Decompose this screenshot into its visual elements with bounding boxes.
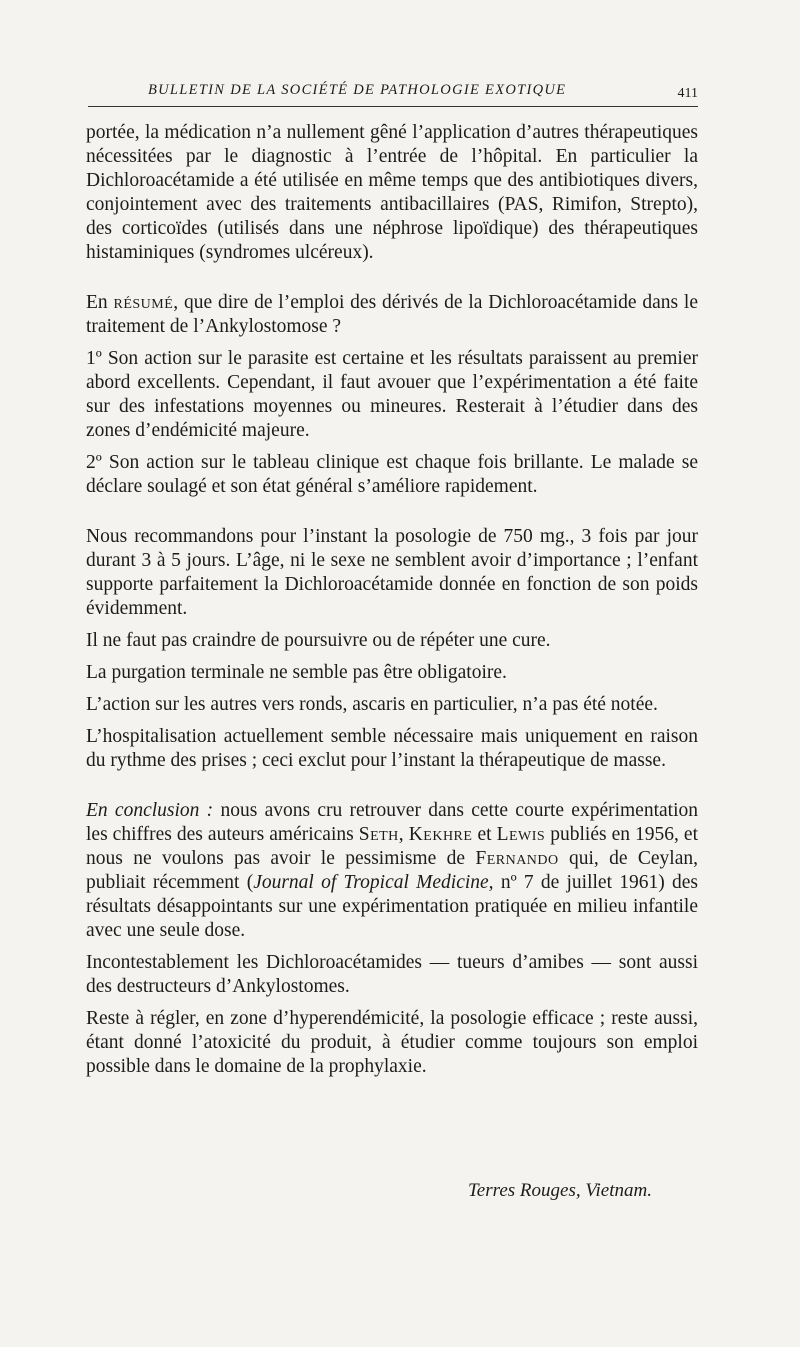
paragraph: L’action sur les autres vers ronds, ascaris en particulier, n’a pas été notée.	[86, 694, 658, 715]
paragraph: 2º Son action sur le tableau clinique est chaque fois brillante. Le malade se déclare soulagé et son état général s’améliore rapidement.	[86, 452, 698, 497]
paragraph: L’hospitalisation actuellement semble nécessaire mais uniquement en raison du rythme des prises ; ceci exclut pour l’instant la thérapeutique de masse.	[86, 726, 698, 771]
header-rule	[88, 106, 698, 107]
running-head: BULLETIN DE LA SOCIÉTÉ DE PATHOLOGIE EXOTIQUE	[148, 82, 567, 98]
paragraph-summary: En résumé, que dire de l’emploi des dérivés de la Dichloroacétamide dans le traitement de l’Ankylostomose ?	[86, 292, 698, 337]
paragraph: Nous recommandons pour l’instant la posologie de 750 mg., 3 fois par jour durant 3 à 5 jours. L’âge, ni le sexe ne semblent avoir d’importance ; l’enfant supporte parfaitement la Dichloroacétamide donnée en fonction de son poids évidemment.	[86, 526, 698, 619]
page-number: 411	[677, 86, 698, 101]
paragraph: Il ne faut pas craindre de poursuivre ou de répéter une cure.	[86, 630, 551, 651]
journal-title: Journal of Tropical Medicine,	[253, 872, 494, 893]
paragraph: 1º Son action sur le parasite est certaine et les résultats paraissent au premier abord excellents. Cependant, il faut avouer que l’expérimentation a été faite sur des infestations moyennes ou mineures. Resterait à l’étudier dans des zones d’endémicité majeure.	[86, 348, 698, 441]
small-caps-term: résumé	[113, 292, 174, 313]
author-name: Kekhre	[408, 824, 473, 845]
author-name: Fernando	[475, 848, 559, 869]
author-name: Seth	[358, 824, 399, 845]
paragraph: Incontestablement les Dichloroacétamides — tueurs d’amibes — sont aussi des destructeurs d’Ankylostomes.	[86, 952, 698, 997]
paragraph-conclusion: En conclusion : nous avons cru retrouver dans cette courte expérimentation les chiffres des auteurs américains Seth, Kekhre et Lewis publiés en 1956, et nous ne voulons pas avoir le pessimisme de Fernando qui, de Ceylan, publiait récemment (Journal of Tropical Medicine, nº 7 de juillet 1961) des résultats désappointants sur une expérimentation pratiquée en milieu infantile avec une seule dose.	[86, 800, 698, 941]
location-signature: Terres Rouges, Vietnam.	[467, 1180, 652, 1201]
page-header	[88, 78, 698, 108]
author-name: Lewis	[496, 824, 546, 845]
body-text	[86, 121, 698, 1087]
paragraph: portée, la médication n’a nullement gêné l’application d’autres thérapeutiques nécessitées par le diagnostic à l’entrée de l’hôpital. En particulier la Dichloroacétamide a été utilisée en même temps que des antibiotiques divers, conjointement avec des traitements antibacillaires (PAS, Rimifon, Strepto), des corticoïdes (utilisés dans une néphrose lipoïdique) des thérapeutiques histaminiques (syndromes ulcéreux).	[86, 122, 698, 263]
paragraph: Reste à régler, en zone d’hyperendémicité, la posologie efficace ; reste aussi, étant donné l’atoxicité du produit, à étudier comme toujours son emploi possible dans le domaine de la prophylaxie.	[86, 1008, 698, 1077]
paragraph: La purgation terminale ne semble pas être obligatoire.	[86, 662, 507, 683]
italic-lead: En conclusion :	[86, 800, 214, 821]
